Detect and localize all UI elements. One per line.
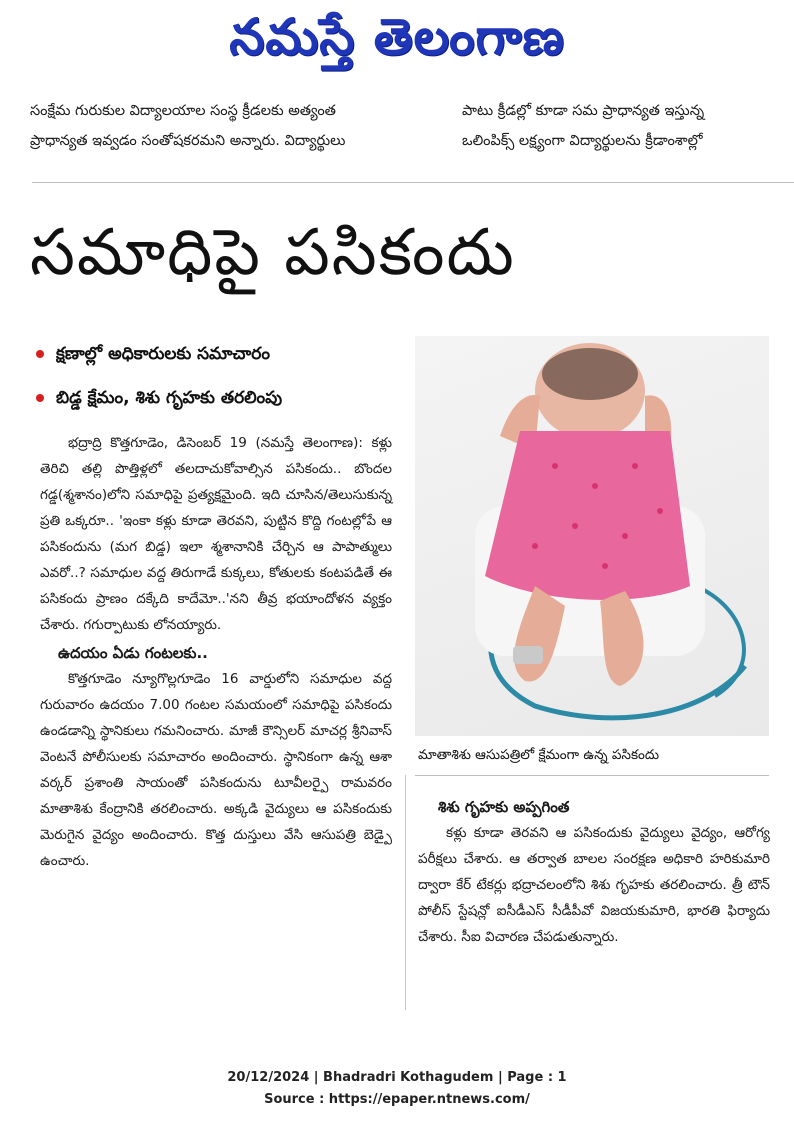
previous-article-left (30, 96, 448, 156)
strip-line: సంక్షేమ గురుకుల విద్యాలయాల సంస్థ క్రీడలకు అత్యంత (30, 103, 336, 119)
masthead (0, 0, 794, 86)
body-paragraph: కొత్తగూడెం న్యూగొల్లగూడెం 16 వార్డులోని సమాధుల వద్ద గురువారం ఉదయం 7.00 గంటల సమయంలో సమాధిపై పసికందు ఉండడాన్ని స్థానికులు గమనించారు. మాజీ కౌన్సిలర్ మాచర్ల శ్రీనివాస్ వెంటనే పోలీసులకు సమాచారం అందించారు. స్థానికంగా ఉన్న ఆశా వర్కర్ ప్రశాంతి సాయంతో పసికందును టూవీలర్పై రామవరం మాతాశిశు కేంద్రానికి తరలించారు. అక్కడి వైద్యులు ఆ పసికందుకు మెరుగైన వైద్యం అందించారు. కొత్త దుస్తులు వేసి ఆసుపత్రి బెడ్పై ఉంచారు. (40, 671, 392, 869)
headline: సమాధిపై పసికందు (30, 216, 516, 290)
baby-photo-illustration (415, 336, 769, 736)
lead-paragraph: భద్రాద్రి కొత్తగూడెం, డిసెంబర్ 19 (నమస్తే తెలంగాణ): కళ్లు తెరిచి తల్లి పొత్తిళ్లలో తలదాచుకోవాల్సిన పసికందు.. బొందల గడ్డ(శ్మశానం)లోని సమాధిపై ప్రత్యక్షమైంది. ఇది చూసిన/తెలుసుకున్న ప్రతి ఒక్కరూ.. 'ఇంకా కళ్లు కూడా తెరవని, పుట్టిన కొద్ది గంటల్లోపే ఆ పసికందును (మగ బిడ్డ) ఇలా శ్మశానానికి చేర్చిన ఆ పాపాత్ములు ఎవరో..? సమాధుల వద్ద తిరుగాడే కుక్కలు, కోతులకు కంటపడితే ఈ పసికందు ప్రాణం దక్కేది కాదేమో..'నని తీవ్ర భయాందోళన వ్యక్తం చేశారు. గగుర్పాటుకు లోనయ్యారు. (40, 435, 392, 633)
photo-caption: మాతాశిశు ఆసుపత్రిలో క్షేమంగా ఉన్న పసికందు (418, 747, 660, 763)
footer-source-line: Source : https://epaper.ntnews.com/ (264, 1092, 530, 1107)
section-heading: ఉదయం ఏడు గంటలకు.. (58, 644, 208, 662)
strip-line: ప్రాధాన్యత ఇవ్వడం సంతోషకరమని అన్నారు. విద్యార్థులు (30, 133, 346, 149)
subhead-2 (36, 388, 282, 412)
article-column-left (40, 430, 392, 874)
body-paragraph: కళ్లు కూడా తెరవని ఆ పసికందుకు వైద్యులు వైద్యం, ఆరోగ్య పరీక్షలు చేశారు. ఆ తర్వాత బాలల సంరక్షణ అధికారి హరికుమారి ద్వారా కేర్ టేకర్లు భద్రాచలంలోని శిశు గృహకు తరలించారు. త్రీ టౌన్ పోలీస్ స్టేషన్లో ఐసీడీఎస్ సీడీపీవో విజయకుమారి, భారతి ఫిర్యాదు చేశారు. సీఐ విచారణ చేపడుతున్నారు. (418, 825, 770, 945)
section-heading: శిశు గృహకు అప్పగింత (438, 798, 570, 816)
footer-date-line: 20/12/2024 | Bhadradri Kothagudem | Page : 1 (227, 1070, 567, 1085)
strip-line: ఒలింపిక్స్ లక్ష్యంగా విద్యార్థులను క్రీడాంశాల్లో (462, 133, 703, 149)
bullet-icon (36, 350, 44, 358)
subhead-1 (36, 344, 270, 368)
subhead-text: క్షణాల్లో అధికారులకు సమాచారం (56, 344, 270, 364)
previous-article-right (462, 96, 794, 156)
caption-rule (415, 775, 769, 776)
subhead-text: బిడ్డ క్షేమం, శిశు గృహకు తరలింపు (56, 388, 283, 408)
column-divider (405, 775, 406, 1010)
masthead-title: నమస్తే తెలంగాణ (229, 7, 565, 66)
divider-rule (32, 182, 794, 183)
bullet-icon (36, 394, 44, 402)
strip-line: పాటు క్రీడల్లో కూడా సమ ప్రాధాన్యత ఇస్తున్న (462, 103, 705, 119)
baby-photo (415, 336, 769, 736)
article-column-right (418, 794, 770, 950)
